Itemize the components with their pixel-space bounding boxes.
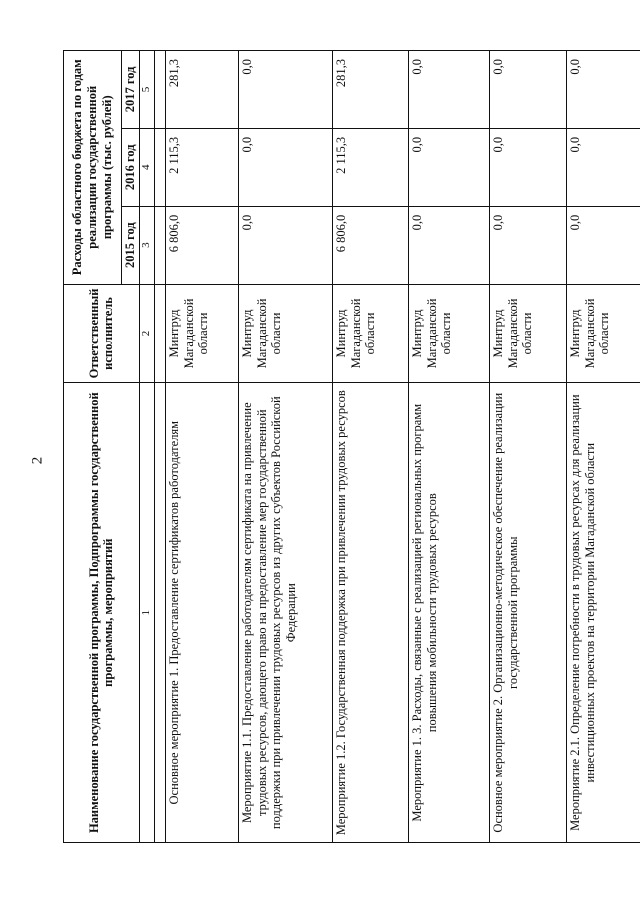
- table-row: [238, 51, 332, 843]
- header-executor: Ответственный исполнитель: [64, 284, 140, 383]
- activity-name: Основное мероприятие 1. Предоставление сертификатов работодателям: [165, 383, 238, 843]
- expense-2015: 0,0: [489, 206, 566, 284]
- col-number-1: 1: [139, 383, 154, 843]
- header-year-2015: 2015 год: [122, 206, 140, 284]
- expense-2016: 0,0: [489, 128, 566, 206]
- column-number-row: [139, 51, 154, 843]
- table-row: [165, 51, 238, 843]
- expense-2017: 281,3: [165, 51, 238, 129]
- program-expenses-table: [63, 50, 640, 843]
- col-number-2: 2: [139, 284, 154, 383]
- expense-2016: 0,0: [238, 128, 332, 206]
- page-number: 2: [29, 456, 46, 465]
- expense-2015: 6 806,0: [165, 206, 238, 284]
- col-number-4: 4: [139, 128, 154, 206]
- expense-2017: 281,3: [332, 51, 408, 129]
- header-expenses: Расходы областного бюджета по годам реализации государственной программы (тыс. рублей): [64, 51, 122, 285]
- header-year-2017: 2017 год: [122, 51, 140, 129]
- table-row: [489, 51, 566, 843]
- activity-executor: Минтруд Магаданской области: [489, 284, 566, 383]
- activity-executor: Минтруд Магаданской области: [165, 284, 238, 383]
- header-year-2016: 2016 год: [122, 128, 140, 206]
- expense-2016: 0,0: [408, 128, 489, 206]
- col-number-3: 3: [139, 206, 154, 284]
- table-row: [408, 51, 489, 843]
- activity-executor: Минтруд Магаданской области: [238, 284, 332, 383]
- table-row: [332, 51, 408, 843]
- activity-name: Мероприятие 1.1. Предоставление работодателям сертификата на привлечение трудовых ресурсов, дающего право на предоставление мер государственной поддержки при привлечении трудовых ресурсов из других субъектов Российской Федерации: [238, 383, 332, 843]
- activity-executor: Минтруд Магаданской области: [332, 284, 408, 383]
- expense-2015: 6 806,0: [332, 206, 408, 284]
- expense-2017: 0,0: [238, 51, 332, 129]
- activity-name: Основное мероприятие 2. Организационно-методическое обеспечение реализации государственной программы: [489, 383, 566, 843]
- header-name: Наименование государственной программы, Подпрограммы государственной программы, мероприятий: [64, 383, 140, 843]
- activity-executor: Минтруд Магаданской области: [408, 284, 489, 383]
- expense-2016: 2 115,3: [332, 128, 408, 206]
- activity-executor: Минтруд Магаданской области: [566, 284, 640, 383]
- rotated-table-container: [63, 50, 612, 843]
- expense-2016: 2 115,3: [165, 128, 238, 206]
- expense-2017: 0,0: [566, 51, 640, 129]
- expense-2017: 0,0: [408, 51, 489, 129]
- expense-2015: 0,0: [566, 206, 640, 284]
- expense-2015: 0,0: [238, 206, 332, 284]
- expense-2017: 0,0: [489, 51, 566, 129]
- table-row: [566, 51, 640, 843]
- expense-2015: 0,0: [408, 206, 489, 284]
- activity-name: Мероприятие 2.1. Определение потребности в трудовых ресурсах для реализации инвестиционных проектов на территории Магаданской области: [566, 383, 640, 843]
- activity-name: Мероприятие 1. 3. Расходы, связанные с реализацией региональных программ повышения мобильности трудовых ресурсов: [408, 383, 489, 843]
- col-number-5: 5: [139, 51, 154, 129]
- spacer-row: [154, 51, 165, 843]
- expense-2016: 0,0: [566, 128, 640, 206]
- activity-name: Мероприятие 1.2. Государственная поддержка при привлечении трудовых ресурсов: [332, 383, 408, 843]
